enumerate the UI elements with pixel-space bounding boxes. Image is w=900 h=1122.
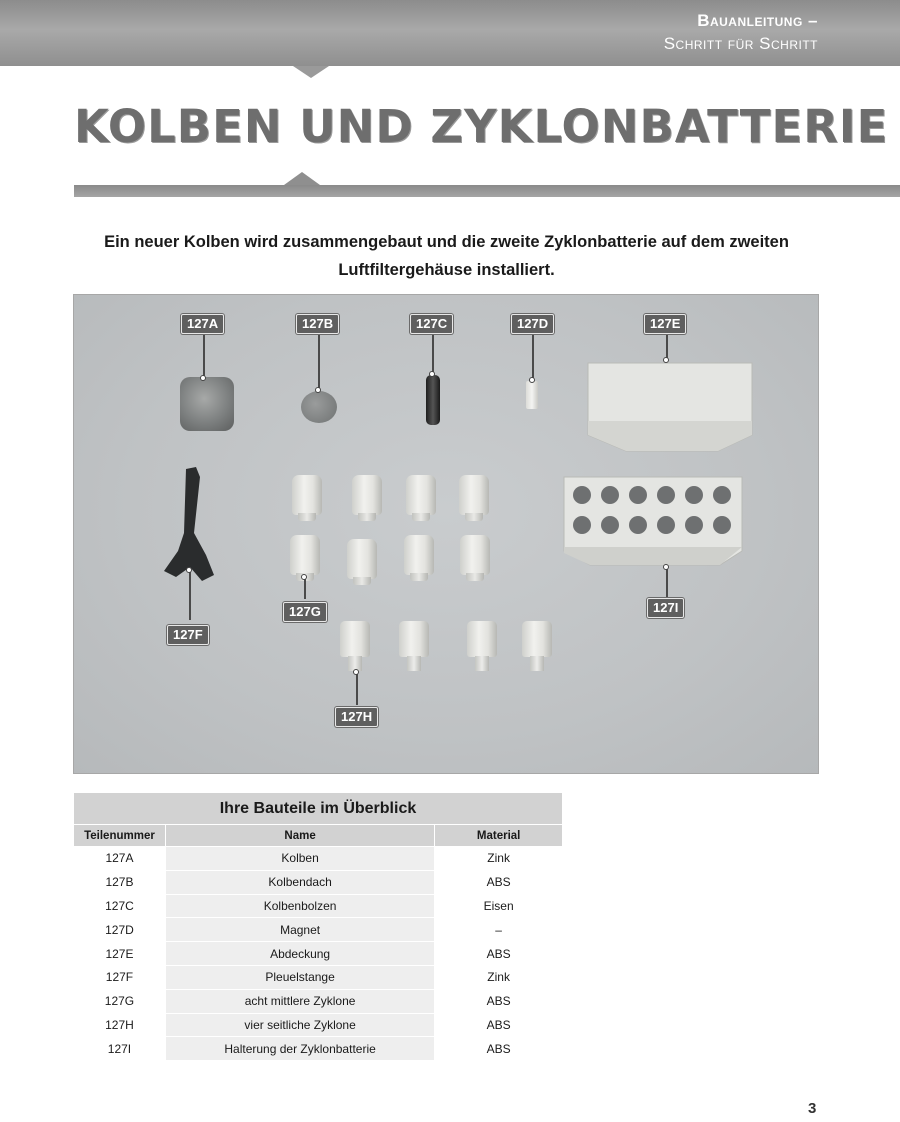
holder-hole — [657, 486, 675, 504]
part-label-127h: 127H — [335, 707, 378, 727]
page-number: 3 — [808, 1100, 817, 1117]
header-text — [664, 9, 818, 55]
cell-material: Eisen — [435, 894, 563, 918]
label-dot-127c — [429, 371, 435, 377]
parts-photo — [73, 294, 819, 774]
table-header-row — [74, 825, 563, 847]
holder-hole — [713, 486, 731, 504]
cell-name: Abdeckung — [165, 942, 434, 966]
cell-part-number: 127D — [74, 918, 166, 942]
table-row — [74, 870, 563, 894]
holder-hole — [685, 486, 703, 504]
table-caption-row — [74, 793, 563, 825]
cell-part-number: 127C — [74, 894, 166, 918]
cell-material: ABS — [435, 1037, 563, 1061]
label-stem-127f — [189, 570, 191, 620]
holder-hole — [629, 516, 647, 534]
label-dot-127f — [186, 567, 192, 573]
side-cyclone — [340, 621, 370, 657]
intro-text: Ein neuer Kolben wird zusammengebaut und die zweite Zyklonbatterie auf dem zweiten Luftfiltergehäuse installiert. — [104, 233, 789, 279]
label-stem-127e — [666, 333, 668, 359]
part-label-127e: 127E — [644, 314, 686, 334]
middle-cyclone — [290, 535, 320, 575]
table-row — [74, 894, 563, 918]
label-stem-127c — [432, 333, 434, 373]
holder-hole — [629, 486, 647, 504]
side-cyclone — [399, 621, 429, 657]
magnet-part — [526, 381, 538, 409]
cell-part-number: 127F — [74, 965, 166, 989]
cell-name: Kolbenbolzen — [165, 894, 434, 918]
cover-bevel — [588, 421, 752, 451]
label-stem-127i — [666, 567, 668, 597]
table-caption: Ihre Bauteile im Überblick — [74, 793, 563, 825]
title-rule-notch — [284, 172, 320, 185]
table-row — [74, 847, 563, 871]
part-label-127g: 127G — [283, 602, 327, 622]
piston-cap-part — [301, 391, 337, 423]
holder-hole — [573, 486, 591, 504]
connecting-rod-part — [156, 463, 226, 593]
holder-hole — [713, 516, 731, 534]
middle-cyclone — [352, 475, 382, 515]
cell-name: acht mittlere Zyklone — [165, 989, 434, 1013]
cyclone-holder-bevel — [564, 547, 742, 565]
header-line-1: Bauanleitung – — [697, 11, 818, 30]
column-header-name: Name — [165, 825, 434, 847]
label-dot-127a — [200, 375, 206, 381]
table-row — [74, 989, 563, 1013]
table-row — [74, 1013, 563, 1037]
holder-hole — [573, 516, 591, 534]
cell-part-number: 127G — [74, 989, 166, 1013]
cell-part-number: 127H — [74, 1013, 166, 1037]
label-stem-127a — [203, 333, 205, 377]
side-cyclone — [522, 621, 552, 657]
cell-material: Zink — [435, 847, 563, 871]
cell-name: Halterung der Zyklonbatterie — [165, 1037, 434, 1061]
cell-material: ABS — [435, 870, 563, 894]
piston-part — [180, 377, 234, 431]
cell-material: ABS — [435, 989, 563, 1013]
side-cyclone — [467, 621, 497, 657]
header-line-2: Schritt für Schritt — [663, 34, 818, 53]
part-label-127a: 127A — [181, 314, 224, 334]
cell-part-number: 127I — [74, 1037, 166, 1061]
cell-material: ABS — [435, 942, 563, 966]
piston-pin-part — [426, 375, 440, 425]
holder-hole — [601, 486, 619, 504]
label-dot-127e — [663, 357, 669, 363]
page-title: KOLBEN UND ZYKLONBATTERIE — [74, 100, 889, 153]
cell-name: vier seitliche Zyklone — [165, 1013, 434, 1037]
part-label-127b: 127B — [296, 314, 339, 334]
cell-part-number: 127B — [74, 870, 166, 894]
part-label-127c: 127C — [410, 314, 453, 334]
label-stem-127d — [532, 333, 534, 379]
cell-material: Zink — [435, 965, 563, 989]
part-label-127d: 127D — [511, 314, 554, 334]
holder-hole — [601, 516, 619, 534]
label-dot-127i — [663, 564, 669, 570]
table-row — [74, 1037, 563, 1061]
table-row — [74, 965, 563, 989]
holder-hole — [685, 516, 703, 534]
cell-name: Pleuelstange — [165, 965, 434, 989]
cell-name: Kolben — [165, 847, 434, 871]
cell-name: Kolbendach — [165, 870, 434, 894]
cell-material: – — [435, 918, 563, 942]
cell-part-number: 127E — [74, 942, 166, 966]
cover-part — [582, 355, 758, 455]
label-stem-127b — [318, 333, 320, 389]
middle-cyclone — [460, 535, 490, 575]
header-banner — [0, 0, 900, 66]
label-dot-127b — [315, 387, 321, 393]
middle-cyclone — [404, 535, 434, 575]
label-dot-127d — [529, 377, 535, 383]
middle-cyclone — [347, 539, 377, 579]
middle-cyclone — [292, 475, 322, 515]
cyclone-holder-part — [560, 473, 750, 573]
label-stem-127g — [304, 577, 306, 599]
part-label-127i: 127I — [647, 598, 684, 618]
cell-material: ABS — [435, 1013, 563, 1037]
label-dot-127h — [353, 669, 359, 675]
title-rule — [74, 185, 900, 197]
holder-hole — [657, 516, 675, 534]
middle-cyclone — [459, 475, 489, 515]
label-stem-127h — [356, 671, 358, 705]
cell-name: Magnet — [165, 918, 434, 942]
column-header-part-number: Teilenummer — [74, 825, 166, 847]
column-header-material: Material — [435, 825, 563, 847]
label-dot-127g — [301, 574, 307, 580]
part-label-127f: 127F — [167, 625, 209, 645]
middle-cyclone — [406, 475, 436, 515]
table-row — [74, 918, 563, 942]
connecting-rod-shape — [164, 467, 214, 581]
cell-part-number: 127A — [74, 847, 166, 871]
table-row — [74, 942, 563, 966]
parts-table — [73, 792, 563, 1061]
